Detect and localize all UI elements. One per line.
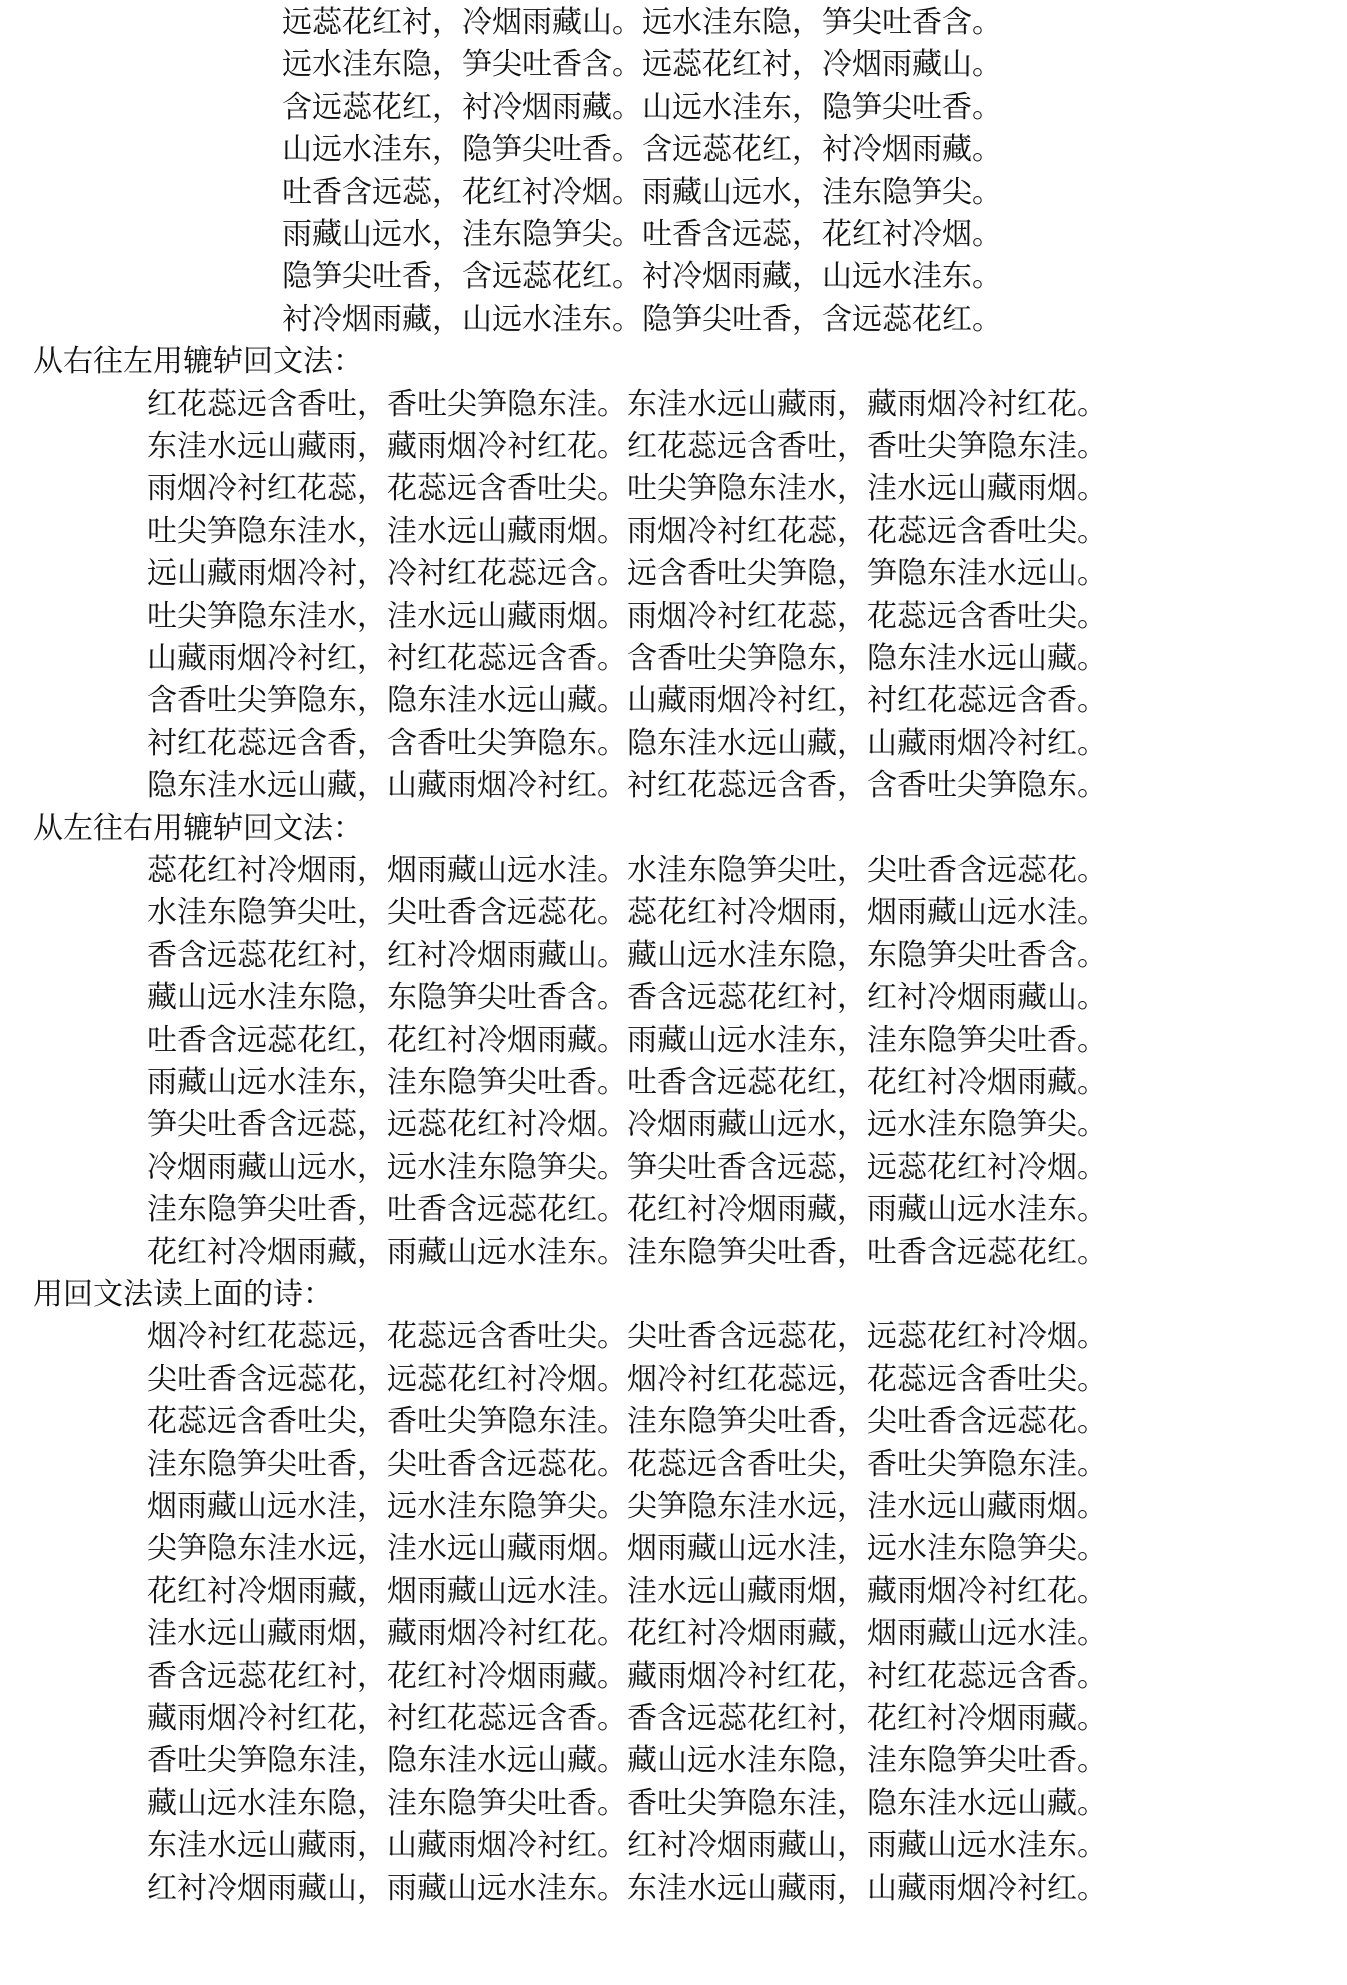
poem-line: 雨藏山远水，洼东隐笋尖。吐香含远蕊，花红衬冷烟。 bbox=[282, 217, 1002, 252]
poem-line: 水洼东隐笋尖吐，尖吐香含远蕊花。蕊花红衬冷烟雨，烟雨藏山远水洼。 bbox=[147, 895, 1107, 930]
poem-line: 尖吐香含远蕊花，远蕊花红衬冷烟。烟冷衬红花蕊远，花蕊远含香吐尖。 bbox=[147, 1362, 1107, 1397]
poem-line: 山远水洼东，隐笋尖吐香。含远蕊花红，衬冷烟雨藏。 bbox=[282, 132, 1002, 167]
poem-line: 烟雨藏山远水洼，远水洼东隐笋尖。尖笋隐东洼水远，洼水远山藏雨烟。 bbox=[147, 1489, 1107, 1524]
poem-line: 东洼水远山藏雨，山藏雨烟冷衬红。红衬冷烟雨藏山，雨藏山远水洼东。 bbox=[147, 1828, 1107, 1863]
poem-line: 隐东洼水远山藏，山藏雨烟冷衬红。衬红花蕊远含香，含香吐尖笋隐东。 bbox=[147, 768, 1107, 803]
poem-line: 衬红花蕊远含香，含香吐尖笋隐东。隐东洼水远山藏，山藏雨烟冷衬红。 bbox=[147, 726, 1107, 761]
poem-line: 山藏雨烟冷衬红，衬红花蕊远含香。含香吐尖笋隐东，隐东洼水远山藏。 bbox=[147, 641, 1107, 676]
poem-line: 远水洼东隐，笋尖吐香含。远蕊花红衬，冷烟雨藏山。 bbox=[282, 47, 1002, 82]
poem-line: 含远蕊花红，衬冷烟雨藏。山远水洼东，隐笋尖吐香。 bbox=[282, 90, 1002, 125]
poem-line: 藏山远水洼东隐，洼东隐笋尖吐香。香吐尖笋隐东洼，隐东洼水远山藏。 bbox=[147, 1786, 1107, 1821]
poem-line: 尖笋隐东洼水远，洼水远山藏雨烟。烟雨藏山远水洼，远水洼东隐笋尖。 bbox=[147, 1531, 1107, 1566]
poem-line: 花红衬冷烟雨藏，雨藏山远水洼东。洼东隐笋尖吐香，吐香含远蕊花红。 bbox=[147, 1235, 1107, 1270]
section-heading: 从右往左用辘轳回文法： bbox=[33, 344, 363, 379]
poem-line: 烟冷衬红花蕊远，花蕊远含香吐尖。尖吐香含远蕊花，远蕊花红衬冷烟。 bbox=[147, 1319, 1107, 1354]
section-heading: 用回文法读上面的诗： bbox=[33, 1277, 333, 1312]
poem-line: 吐尖笋隐东洼水，洼水远山藏雨烟。雨烟冷衬红花蕊，花蕊远含香吐尖。 bbox=[147, 514, 1107, 549]
poem-line: 衬冷烟雨藏，山远水洼东。隐笋尖吐香，含远蕊花红。 bbox=[282, 302, 1002, 337]
poem-line: 花蕊远含香吐尖，香吐尖笋隐东洼。洼东隐笋尖吐香，尖吐香含远蕊花。 bbox=[147, 1404, 1107, 1439]
poem-line: 吐香含远蕊花红，花红衬冷烟雨藏。雨藏山远水洼东，洼东隐笋尖吐香。 bbox=[147, 1023, 1107, 1058]
poem-line: 洼东隐笋尖吐香，吐香含远蕊花红。花红衬冷烟雨藏，雨藏山远水洼东。 bbox=[147, 1192, 1107, 1227]
poem-line: 含香吐尖笋隐东，隐东洼水远山藏。山藏雨烟冷衬红，衬红花蕊远含香。 bbox=[147, 683, 1107, 718]
poem-line: 花红衬冷烟雨藏，烟雨藏山远水洼。洼水远山藏雨烟，藏雨烟冷衬红花。 bbox=[147, 1574, 1107, 1609]
poem-line: 东洼水远山藏雨，藏雨烟冷衬红花。红花蕊远含香吐，香吐尖笋隐东洼。 bbox=[147, 429, 1107, 464]
poem-line: 笋尖吐香含远蕊，远蕊花红衬冷烟。冷烟雨藏山远水，远水洼东隐笋尖。 bbox=[147, 1107, 1107, 1142]
poem-line: 红花蕊远含香吐，香吐尖笋隐东洼。东洼水远山藏雨，藏雨烟冷衬红花。 bbox=[147, 387, 1107, 422]
poem-line: 远蕊花红衬，冷烟雨藏山。远水洼东隐，笋尖吐香含。 bbox=[282, 5, 1002, 40]
poem-line: 冷烟雨藏山远水，远水洼东隐笋尖。笋尖吐香含远蕊，远蕊花红衬冷烟。 bbox=[147, 1150, 1107, 1185]
poem-line: 吐尖笋隐东洼水，洼水远山藏雨烟。雨烟冷衬红花蕊，花蕊远含香吐尖。 bbox=[147, 599, 1107, 634]
poem-line: 吐香含远蕊，花红衬冷烟。雨藏山远水，洼东隐笋尖。 bbox=[282, 175, 1002, 210]
poem-line: 红衬冷烟雨藏山，雨藏山远水洼东。东洼水远山藏雨，山藏雨烟冷衬红。 bbox=[147, 1871, 1107, 1906]
poem-line: 洼东隐笋尖吐香，尖吐香含远蕊花。花蕊远含香吐尖，香吐尖笋隐东洼。 bbox=[147, 1447, 1107, 1482]
poem-line: 香含远蕊花红衬，花红衬冷烟雨藏。藏雨烟冷衬红花，衬红花蕊远含香。 bbox=[147, 1659, 1107, 1694]
poem-line: 藏山远水洼东隐，东隐笋尖吐香含。香含远蕊花红衬，红衬冷烟雨藏山。 bbox=[147, 980, 1107, 1015]
poem-line: 香吐尖笋隐东洼，隐东洼水远山藏。藏山远水洼东隐，洼东隐笋尖吐香。 bbox=[147, 1743, 1107, 1778]
poem-line: 远山藏雨烟冷衬，冷衬红花蕊远含。远含香吐尖笋隐，笋隐东洼水远山。 bbox=[147, 556, 1107, 591]
poem-line: 香含远蕊花红衬，红衬冷烟雨藏山。藏山远水洼东隐，东隐笋尖吐香含。 bbox=[147, 938, 1107, 973]
poem-line: 洼水远山藏雨烟，藏雨烟冷衬红花。花红衬冷烟雨藏，烟雨藏山远水洼。 bbox=[147, 1616, 1107, 1651]
section-heading: 从左往右用辘轳回文法： bbox=[33, 811, 363, 846]
poem-line: 雨烟冷衬红花蕊，花蕊远含香吐尖。吐尖笋隐东洼水，洼水远山藏雨烟。 bbox=[147, 471, 1107, 506]
poem-line: 隐笋尖吐香，含远蕊花红。衬冷烟雨藏，山远水洼东。 bbox=[282, 259, 1002, 294]
poem-line: 蕊花红衬冷烟雨，烟雨藏山远水洼。水洼东隐笋尖吐，尖吐香含远蕊花。 bbox=[147, 853, 1107, 888]
poem-line: 雨藏山远水洼东，洼东隐笋尖吐香。吐香含远蕊花红，花红衬冷烟雨藏。 bbox=[147, 1065, 1107, 1100]
poem-line: 藏雨烟冷衬红花，衬红花蕊远含香。香含远蕊花红衬，花红衬冷烟雨藏。 bbox=[147, 1701, 1107, 1736]
